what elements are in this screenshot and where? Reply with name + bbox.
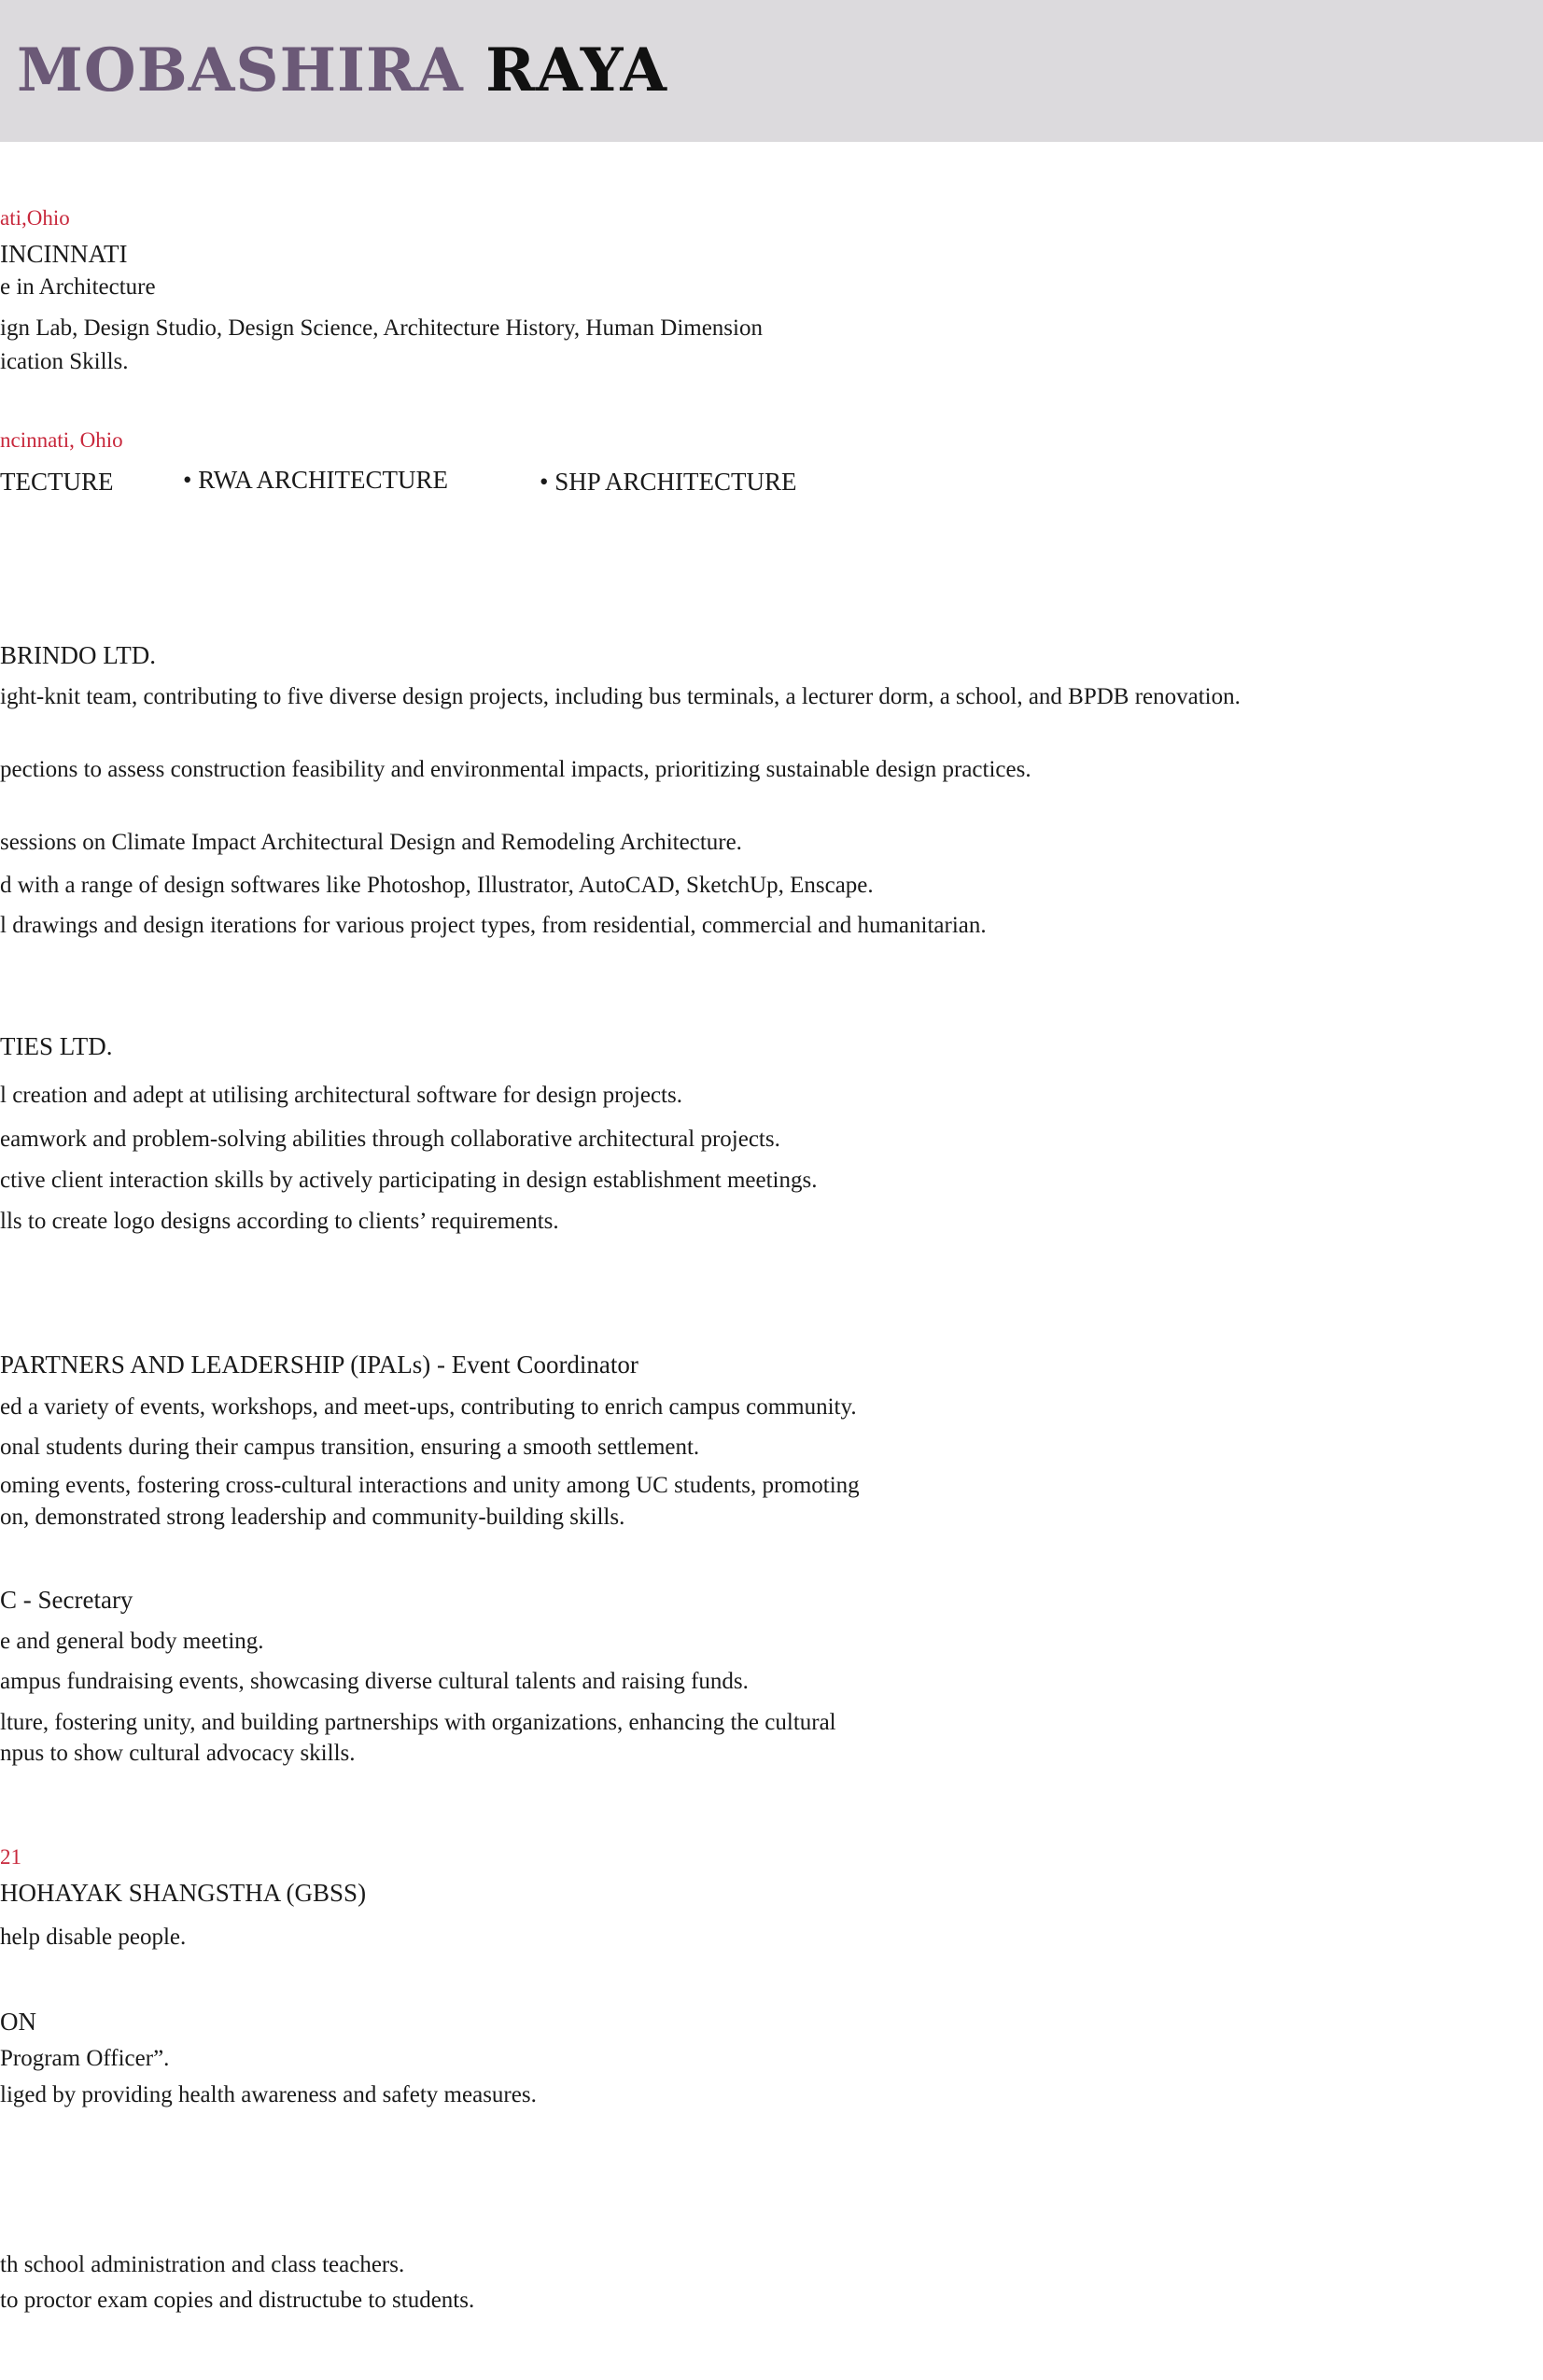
education-location: ati,Ohio — [0, 206, 70, 230]
leadership-line: lture, fostering unity, and building partnerships with organizations, enhancing the cultural — [0, 1710, 836, 1735]
education-school: INCINNATI — [0, 240, 128, 268]
volunteer-line: to proctor exam copies and distructube to students. — [0, 2288, 475, 2313]
header-band — [0, 0, 1543, 142]
coop-location: ncinnati, Ohio — [0, 428, 123, 452]
experience-bullet: d with a range of design softwares like Photoshop, Illustrator, AutoCAD, SketchUp, Enscape. — [0, 873, 874, 898]
leadership-role: Secretary — [37, 1586, 133, 1614]
leadership-line: on, demonstrated strong leadership and community-building skills. — [0, 1505, 625, 1530]
experience-org: BRINDO LTD. — [0, 641, 157, 669]
experience-bullet: pections to assess construction feasibility and environmental impacts, prioritizing sustainable design practices. — [0, 757, 1031, 782]
leadership-org — [0, 1350, 638, 1379]
coop-firm: TECTURE — [0, 468, 114, 496]
candidate-name — [17, 32, 667, 110]
experience-bullet: eamwork and problem-solving abilities through collaborative architectural projects. — [0, 1127, 780, 1152]
leadership-org — [0, 1585, 133, 1615]
experience-bullet: ight-knit team, contributing to five diverse design projects, including bus terminals, a lecturer dorm, a school, and BPDB renovation. — [0, 684, 1241, 709]
leadership-line: npus to show cultural advocacy skills. — [0, 1741, 356, 1766]
volunteer-org: HOHAYAK SHANGSTHA (GBSS) — [0, 1879, 367, 1907]
leadership-line: oming events, fostering cross-cultural interactions and unity among UC students, promoting — [0, 1473, 860, 1498]
volunteer-line: liged by providing health awareness and safety measures. — [0, 2082, 537, 2107]
education-coursework-line: ication Skills. — [0, 349, 129, 374]
volunteer-line: th school administration and class teachers. — [0, 2252, 405, 2277]
leadership-line: ed a variety of events, workshops, and meet-ups, contributing to enrich campus community. — [0, 1394, 857, 1420]
last-name: RAYA — [485, 35, 667, 105]
experience-bullet: sessions on Climate Impact Architectural Design and Remodeling Architecture. — [0, 830, 742, 855]
experience-bullet: ctive client interaction skills by actively participating in design establishment meetings. — [0, 1168, 818, 1193]
education-degree: e in Architecture — [0, 274, 156, 300]
leadership-line: e and general body meeting. — [0, 1629, 264, 1654]
coop-firm: • SHP ARCHITECTURE — [540, 468, 797, 496]
leadership-org-name: PARTNERS AND LEADERSHIP (IPALs) - — [0, 1351, 452, 1379]
experience-bullet: lls to create logo designs according to clients’ requirements. — [0, 1209, 559, 1234]
education-coursework-line: ign Lab, Design Studio, Design Science, Architecture History, Human Dimension — [0, 315, 763, 341]
volunteer-line: help disable people. — [0, 1925, 187, 1950]
first-name: MOBASHIRA — [17, 35, 464, 105]
experience-org: TIES LTD. — [0, 1032, 113, 1060]
experience-bullet: l creation and adept at utilising architectural software for design projects. — [0, 1083, 682, 1108]
volunteer-org: ON — [0, 2008, 36, 2036]
volunteer-date: 21 — [0, 1845, 21, 1869]
coop-firm: • RWA ARCHITECTURE — [183, 466, 448, 494]
leadership-line: onal students during their campus transition, ensuring a smooth settlement. — [0, 1435, 700, 1460]
volunteer-line: Program Officer”. — [0, 2046, 170, 2071]
leadership-role: Event Coordinator — [451, 1351, 638, 1379]
leadership-org-name: C - — [0, 1586, 38, 1614]
leadership-line: ampus fundraising events, showcasing diverse cultural talents and raising funds. — [0, 1669, 749, 1694]
experience-bullet: l drawings and design iterations for various project types, from residential, commercial and humanitarian. — [0, 913, 987, 938]
